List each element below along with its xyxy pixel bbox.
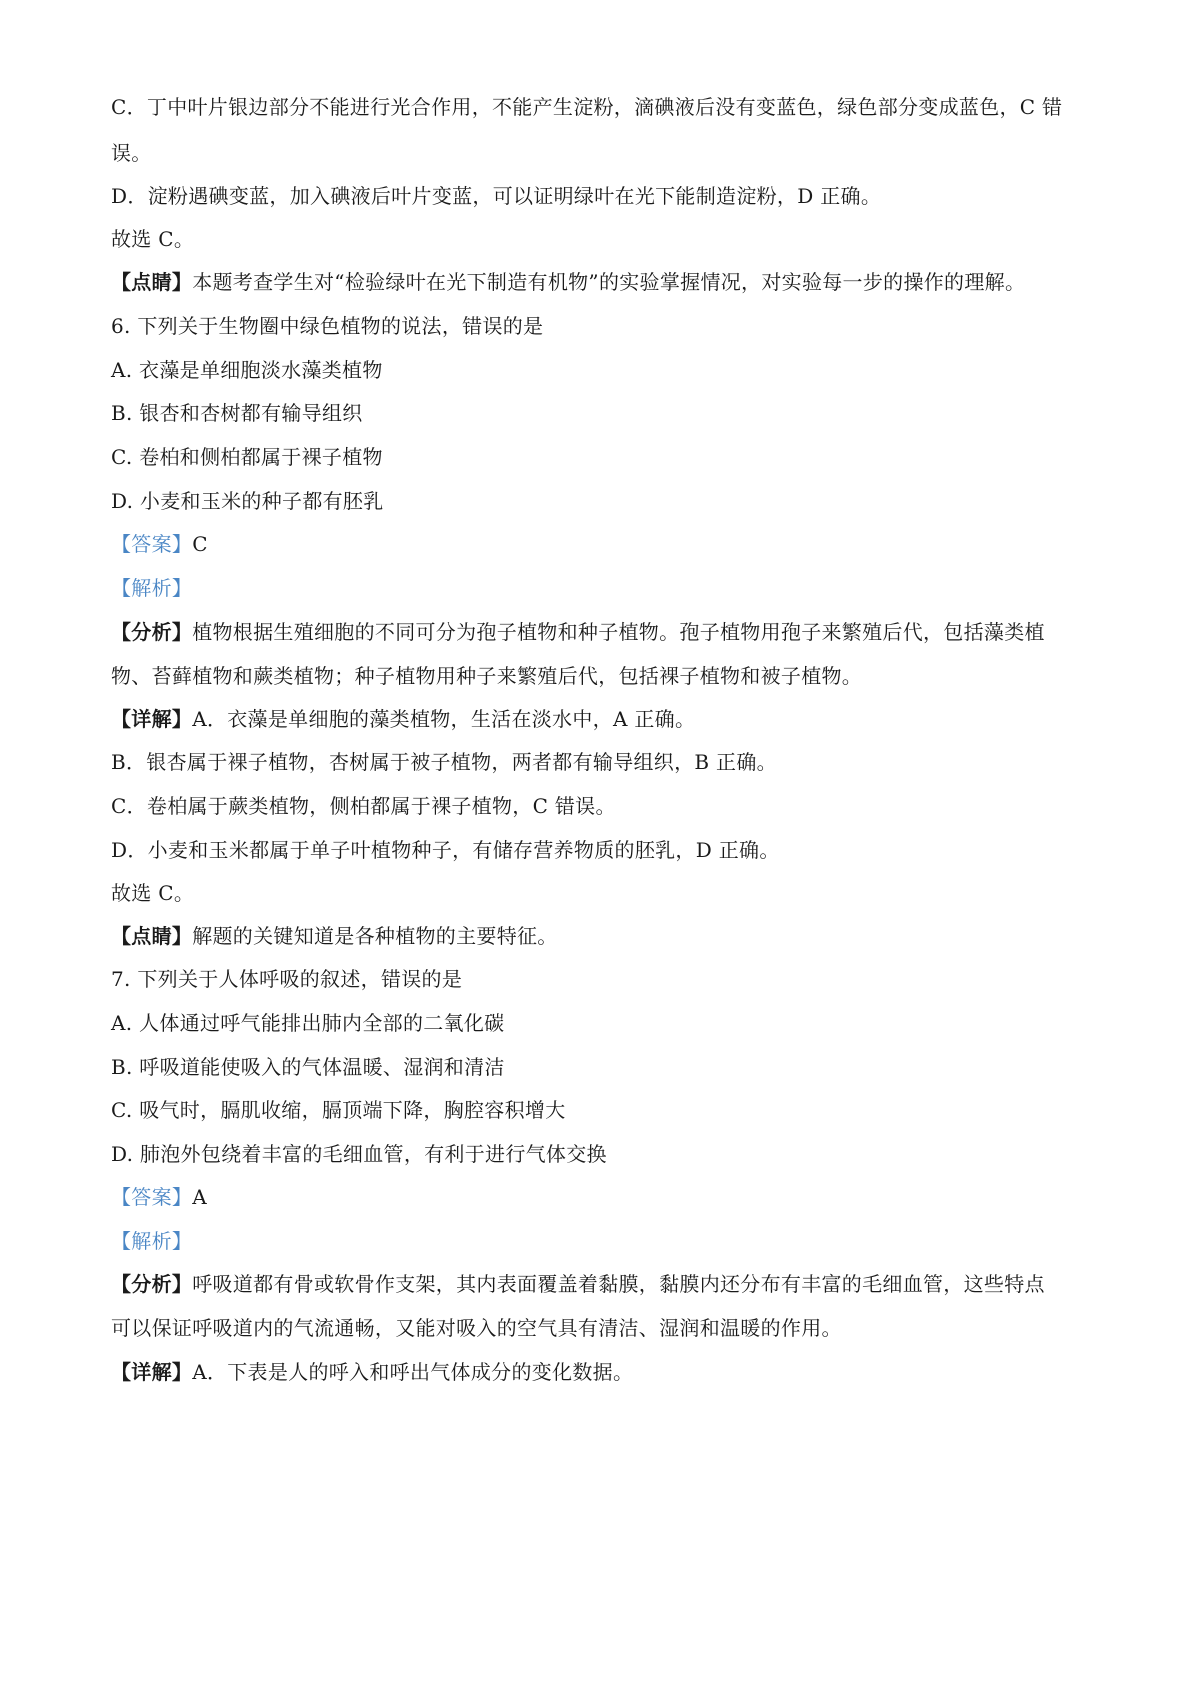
q6-fenxi-line2: 物、苔藓植物和蕨类植物；种子植物用种子来繁殖后代，包括裸子植物和被子植物。 (111, 664, 863, 688)
q6-xiangjie-d: D．小麦和玉米都属于单子叶植物种子，有储存营养物质的胚乳，D 正确。 (111, 838, 780, 862)
q7-stem: 7. 下列关于人体呼吸的叙述，错误的是 (111, 967, 463, 991)
q5-choose: 故选 C。 (111, 227, 195, 251)
xiangjie-text: A．衣藻是单细胞的藻类植物，生活在淡水中，A 正确。 (192, 707, 696, 731)
comment-tag: 【点睛】 (111, 270, 193, 294)
xiangjie-text: A．下表是人的呼入和呼出气体成分的变化数据。 (192, 1360, 634, 1384)
fenxi-tag: 【分析】 (111, 620, 193, 644)
answer-tag: 【答案】 (111, 1185, 193, 1209)
fenxi-text: 植物根据生殖细胞的不同可分为孢子植物和种子植物。孢子植物用孢子来繁殖后代，包括藻类植 (192, 620, 1045, 644)
q7-xiangjie-a (111, 1358, 1101, 1386)
q7-fenxi-line2: 可以保证呼吸道内的气流通畅，又能对吸入的空气具有清洁、湿润和温暖的作用。 (111, 1316, 842, 1340)
answer-tag: 【答案】 (111, 532, 193, 556)
q6-option-b: B. 银杏和杏树都有输导组织 (111, 401, 363, 425)
q5-option-d-explanation: D．淀粉遇碘变蓝，加入碘液后叶片变蓝，可以证明绿叶在光下能制造淀粉，D 正确。 (111, 184, 882, 208)
q7-option-b: B. 呼吸道能使吸入的气体温暖、湿润和清洁 (111, 1055, 505, 1079)
answer-value: C (192, 532, 208, 556)
q5-comment (111, 268, 1101, 296)
q7-option-a: A. 人体通过呼气能排出肺内全部的二氧化碳 (111, 1011, 505, 1035)
comment-text: 本题考查学生对“检验绿叶在光下制造有机物”的实验掌握情况，对实验每一步的操作的理解。 (192, 270, 1026, 294)
q6-xiangjie-a (111, 705, 1101, 733)
q6-option-c: C. 卷柏和侧柏都属于裸子植物 (111, 445, 383, 469)
q6-dianjing (111, 922, 1101, 950)
q7-answer (111, 1183, 1101, 1211)
q6-choose: 故选 C。 (111, 881, 195, 905)
q7-fenxi-line1 (111, 1270, 1101, 1298)
q6-fenxi-line1 (111, 618, 1101, 646)
dianjing-text: 解题的关键知道是各种植物的主要特征。 (192, 924, 558, 948)
fenxi-tag: 【分析】 (111, 1272, 193, 1296)
q7-option-c: C. 吸气时，膈肌收缩，膈顶端下降，胸腔容积增大 (111, 1098, 566, 1122)
q7-option-d: D. 肺泡外包绕着丰富的毛细血管，有利于进行气体交换 (111, 1142, 607, 1166)
q6-answer (111, 530, 1101, 558)
dianjing-tag: 【点睛】 (111, 924, 193, 948)
fenxi-text: 呼吸道都有骨或软骨作支架，其内表面覆盖着黏膜，黏膜内还分布有丰富的毛细血管，这些特点 (192, 1272, 1045, 1296)
q6-option-a: A. 衣藻是单细胞淡水藻类植物 (111, 358, 383, 382)
q6-xiangjie-c: C．卷柏属于蕨类植物，侧柏都属于裸子植物，C 错误。 (111, 794, 616, 818)
q7-analysis-tag: 【解析】 (111, 1229, 193, 1253)
xiangjie-tag: 【详解】 (111, 1360, 193, 1384)
q5-option-c-explanation-line2: 误。 (111, 141, 152, 165)
q6-stem: 6. 下列关于生物圈中绿色植物的说法，错误的是 (111, 314, 544, 338)
q6-xiangjie-b: B．银杏属于裸子植物，杏树属于被子植物，两者都有输导组织，B 正确。 (111, 750, 777, 774)
q5-option-c-explanation-line1: C．丁中叶片银边部分不能进行光合作用，不能产生淀粉，滴碘液后没有变蓝色，绿色部分变成蓝色，C 错 (111, 95, 1063, 119)
xiangjie-tag: 【详解】 (111, 707, 193, 731)
q6-analysis-tag: 【解析】 (111, 576, 193, 600)
answer-value: A (192, 1185, 207, 1209)
q6-option-d: D. 小麦和玉米的种子都有胚乳 (111, 489, 384, 513)
